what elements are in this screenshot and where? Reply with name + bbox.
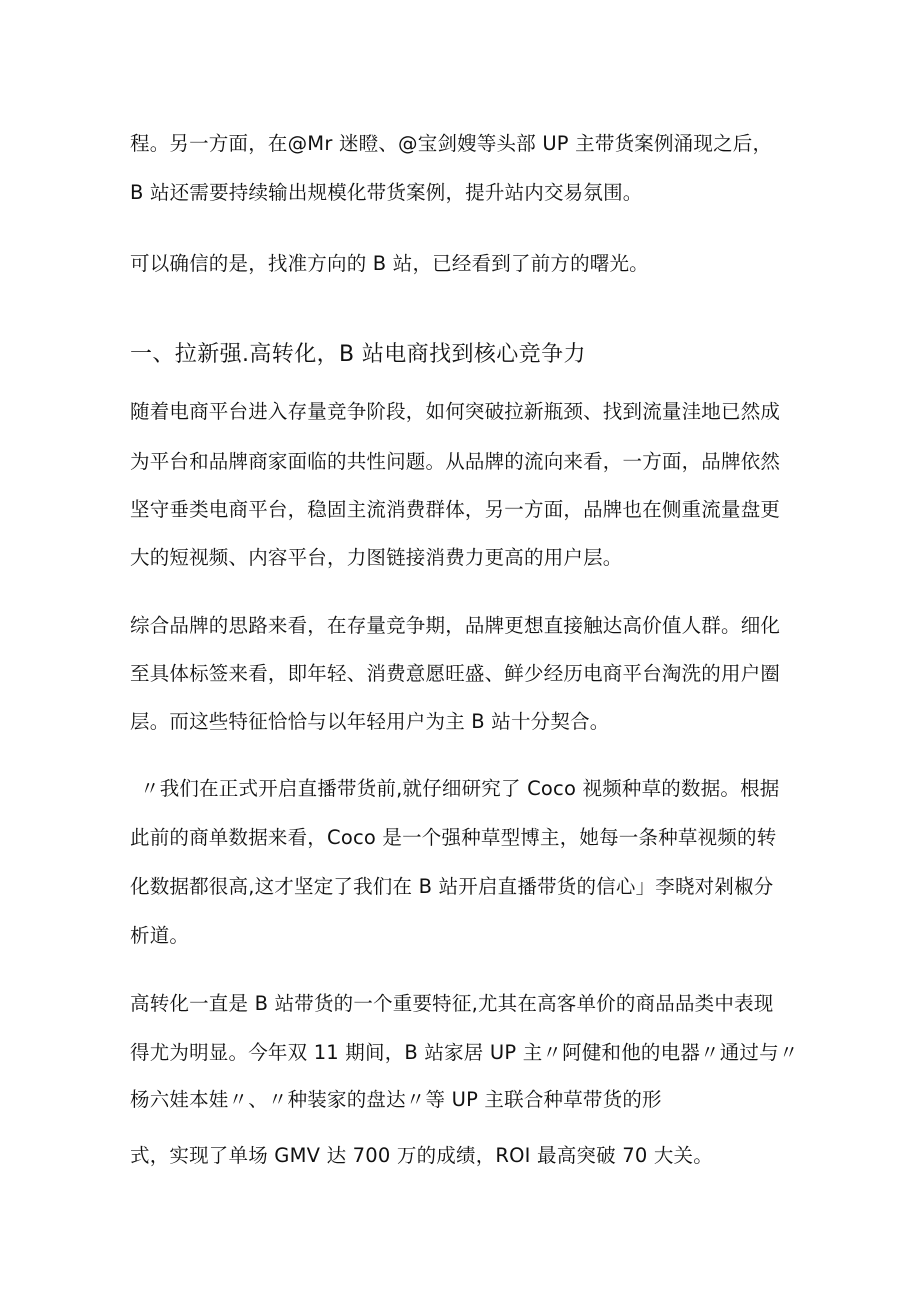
paragraph-1-line-1: 程。另一方面，在@Mr 迷瞪、@宝剑嫂等头部 UP 主带货案例涌现之后， <box>130 132 773 155</box>
paragraph-5-line-1: 〃我们在正式开启直播带货前,就仔细研究了 Coco 视频种草的数据。根据 <box>140 777 780 800</box>
paragraph-4-line-3: 层。而这些特征恰恰与以年轻用户为主 B 站十分契合。 <box>130 710 610 733</box>
paragraph-2-line-1: 可以确信的是，找准方向的 B 站，已经看到了前方的曙光。 <box>130 252 649 275</box>
paragraph-6-line-3: 杨六娃本娃〃、〃种装家的盘达〃等 UP 主联合种草带货的形 <box>130 1088 662 1111</box>
paragraph-5-line-3: 化数据都很高,这才坚定了我们在 B 站开启直播带货的信心」李晓对剁椒分 <box>130 875 774 898</box>
paragraph-3-line-2: 为平台和品牌商家面临的共性问题。从品牌的流向来看，一方面，品牌依然 <box>130 450 781 473</box>
paragraph-4-line-1: 综合品牌的思路来看，在存量竞争期，品牌更想直接触达高价值人群。细化 <box>130 614 781 637</box>
paragraph-6-line-2: 得尤为明显。今年双 11 期间，B 站家居 UP 主〃阿健和他的电器〃通过与〃 <box>130 1041 799 1064</box>
paragraph-6-line-4: 式，实现了单场 GMV 达 700 万的成绩，ROI 最高突破 70 大关。 <box>130 1144 713 1167</box>
section-heading: 一、拉新强.高转化，B 站电商找到核心竞争力 <box>130 342 586 367</box>
paragraph-3-line-1: 随着电商平台进入存量竞争阶段，如何突破拉新瓶颈、找到流量洼地已然成 <box>130 400 781 423</box>
paragraph-5-line-2: 此前的商单数据来看，Coco 是一个强种草型博主，她每一条种草视频的转 <box>130 826 777 849</box>
paragraph-5-line-4: 析道。 <box>130 924 190 947</box>
paragraph-1-line-2: B 站还需要持续输出规模化带货案例，提升站内交易氛围。 <box>130 181 643 204</box>
paragraph-4-line-2: 至具体标签来看，即年轻、消费意愿旺盛、鲜少经历电商平台淘洗的用户圈 <box>130 662 781 685</box>
paragraph-6-line-1: 高转化一直是 B 站带货的一个重要特征,尤其在高客单价的商品品类中表现 <box>130 992 774 1015</box>
paragraph-3-line-3: 坚守垂类电商平台，稳固主流消费群体，另一方面，品牌也在侧重流量盘更 <box>130 498 781 521</box>
paragraph-3-line-4: 大的短视频、内容平台，力图链接消费力更高的用户层。 <box>130 546 623 569</box>
